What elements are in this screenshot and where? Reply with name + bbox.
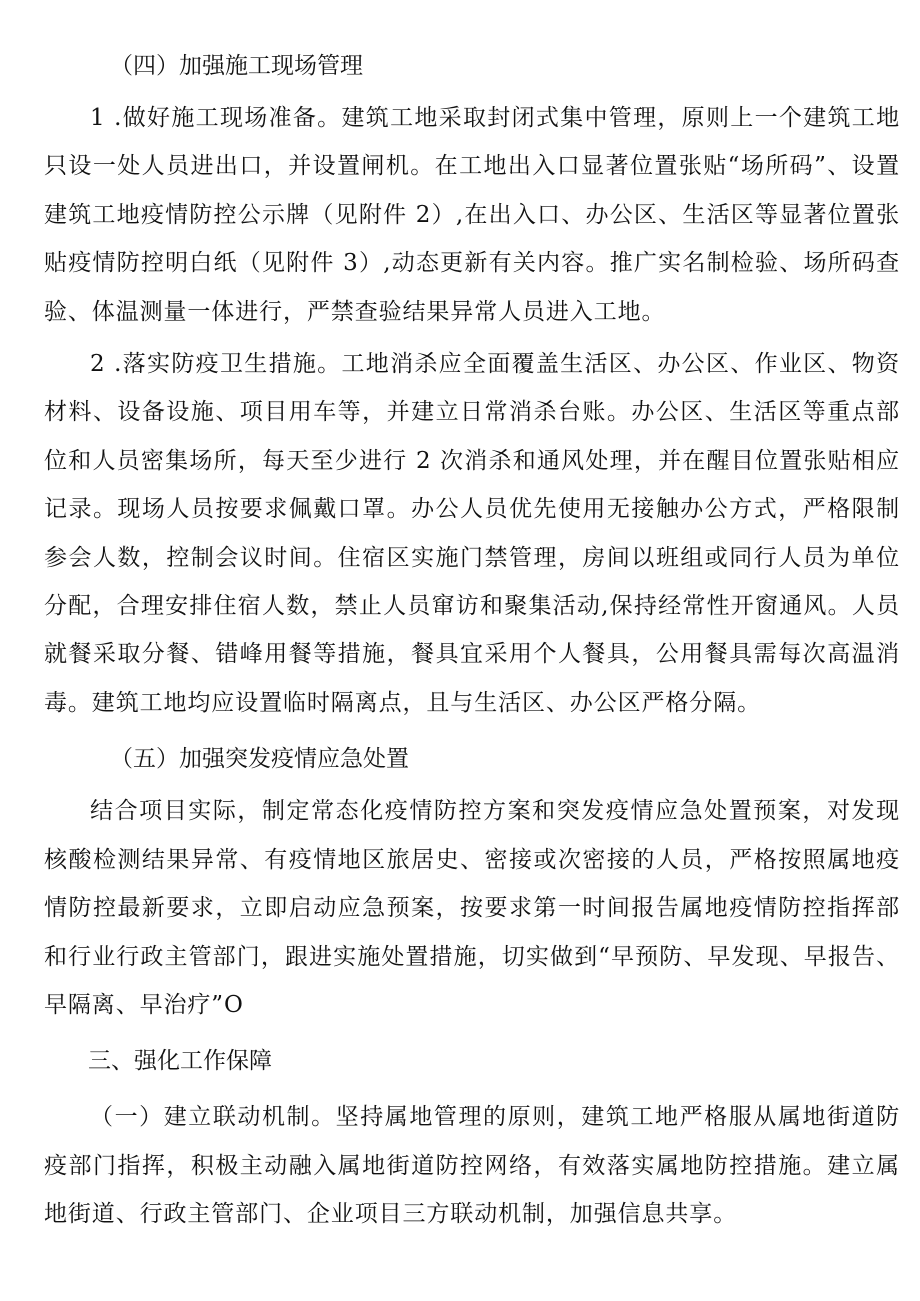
paragraph-linkage-mechanism: （一）建立联动机制。坚持属地管理的原则，建筑工地严格服从属地街道防疫部门指挥，积极主动融入属地街道防控网络，有效落实属地防控措施。建立属地街道、行政主管部门、企业项目三方联动机制，加强信息共享。 xyxy=(44,1104,900,1228)
section-heading-4: （四）加强施工现场管理 xyxy=(110,53,363,79)
paragraph-hygiene-measures: 2 .落实防疫卫生措施。工地消杀应全面覆盖生活区、办公区、作业区、物资材料、设备设施、项目用车等，并建立日常消杀台账。办公区、生活区等重点部位和人员密集场所，每天至少进行 2 次消杀和通风处理，并在醒目位置张贴相应记录。现场人员按要求佩戴口罩。办公人员优先使用无接触办公方式，严格限制参会人数，控制会议时间。住宿区实施门禁管理，房间以班组或同行人员为单位分配，合理安排住宿人数，禁止人员窜访和聚集活动,保持经常性开窗通风。人员就餐采取分餐、错峰用餐等措施，餐具宜采用个人餐具，公用餐具需每次高温消毒。建筑工地均应设置临时隔离点，且与生活区、办公区严格分隔。 xyxy=(44,351,900,716)
section-heading-5: （五）加强突发疫情应急处置 xyxy=(110,746,409,773)
section-heading-3: 三、强化工作保障 xyxy=(88,1048,272,1075)
document-page xyxy=(44,42,900,1239)
paragraph-emergency-response: 结合项目实际，制定常态化疫情防控方案和突发疫情应急处置预案，对发现核酸检测结果异常、有疫情地区旅居史、密接或次密接的人员，严格按照属地疫情防控最新要求，立即启动应急预案，按要求第一时间报告属地疫情防控指挥部和行业行政主管部门，跟进实施处置措施，切实做到“早预防、早发现、早报告、早隔离、早治疗”O xyxy=(44,798,900,1018)
paragraph-site-preparation: 1 .做好施工现场准备。建筑工地采取封闭式集中管理，原则上一个建筑工地只设一处人员进出口，并设置闸机。在工地出入口显著位置张贴“场所码”、设置建筑工地疫情防控公示牌（见附件 2）,在出入口、办公区、生活区等显著位置张贴疫情防控明白纸（见附件 3）,动态更新有关内容。推广实名制检验、场所码查验、体温测量一体进行，严禁查验结果异常人员进入工地。 xyxy=(44,105,900,325)
